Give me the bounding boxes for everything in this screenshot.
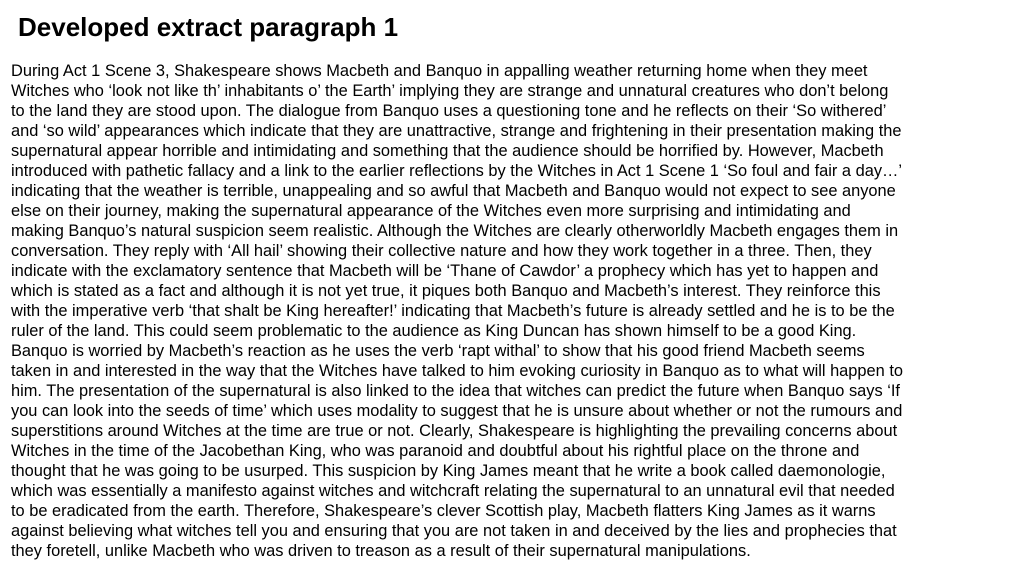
text-line: conversation. They reply with ‘All hail’ showing their collective nature and how they work together in a three. Then, they [11, 242, 872, 260]
text-line: indicate with the exclamatory sentence that Macbeth will be ‘Thane of Cawdor’ a prophecy which has yet to happen and [11, 262, 879, 280]
text-line: Witches who ‘look not like th’ inhabitants o’ the Earth’ implying they are strange and unnatural creatures who don’t belong [11, 82, 889, 100]
text-line: and ‘so wild’ appearances which indicate that they are unattractive, strange and frightening in their presentation making the [11, 122, 902, 140]
text-line: Witches in the time of the Jacobethan King, who was paranoid and doubtful about his rightful place on the throne and [11, 442, 860, 460]
text-line: superstitions around Witches at the time are true or not. Clearly, Shakespeare is highlighting the prevailing concerns about [11, 422, 898, 440]
text-line: taken in and interested in the way that the Witches have talked to him evoking curiosity in Banquo as to what will happen to [11, 362, 903, 380]
text-line: supernatural appear horrible and intimidating and something that the audience should be horrified by. However, Macbeth [11, 142, 884, 160]
text-line: with the imperative verb ‘that shalt be King hereafter!’ indicating that Macbeth’s future is already settled and he is to be the [11, 302, 895, 320]
slide-title: Developed extract paragraph 1 [18, 12, 399, 42]
text-line: to the land they are stood upon. The dialogue from Banquo uses a questioning tone and he reflects on their ‘So withered’ [11, 102, 887, 120]
text-line: Banquo is worried by Macbeth’s reaction as he uses the verb ‘rapt withal’ to show that his good friend Macbeth seems [11, 342, 865, 360]
text-line: making Banquo’s natural suspicion seem realistic. Although the Witches are clearly otherworldly Macbeth engages them in [11, 222, 899, 240]
text-line: you can look into the seeds of time’ which uses modality to suggest that he is unsure about whether or not the rumours and [11, 402, 903, 420]
text-line: During Act 1 Scene 3, Shakespeare shows Macbeth and Banquo in appalling weather returning home when they meet [11, 62, 868, 80]
text-line: against believing what witches tell you and ensuring that you are not taken in and deceived by the lies and prophecies that [11, 522, 897, 540]
text-line: him. The presentation of the supernatural is also linked to the idea that witches can predict the future when Banquo says ‘If [11, 382, 900, 400]
text-line: which was essentially a manifesto against witches and witchcraft relating the supernatural to an unnatural evil that needed [11, 482, 895, 500]
text-line: which is stated as a fact and although it is not yet true, it piques both Banquo and Macbeth’s interest. They reinforce this [11, 282, 881, 300]
text-line: indicating that the weather is terrible, unappealing and so awful that Macbeth and Banquo would not expect to see anyone [11, 182, 896, 200]
text-line: ruler of the land. This could seem problematic to the audience as King Duncan has shown himself to be a good King. [11, 322, 857, 340]
paragraph-text [11, 61, 1019, 561]
text-line: thought that he was going to be usurped. This suspicion by King James meant that he write a book called daemonologie, [11, 462, 886, 480]
text-line: to be eradicated from the earth. Therefore, Shakespeare’s clever Scottish play, Macbeth flatters King James as it warns [11, 502, 876, 520]
text-line: introduced with pathetic fallacy and a link to the earlier reflections by the Witches in Act 1 Scene 1 ‘So foul and fair a day…’ [11, 162, 903, 180]
text-line: else on their journey, making the supernatural appearance of the Witches even more surprising and intimidating and [11, 202, 851, 220]
text-line: they foretell, unlike Macbeth who was driven to treason as a result of their supernatural manipulations. [11, 542, 751, 560]
